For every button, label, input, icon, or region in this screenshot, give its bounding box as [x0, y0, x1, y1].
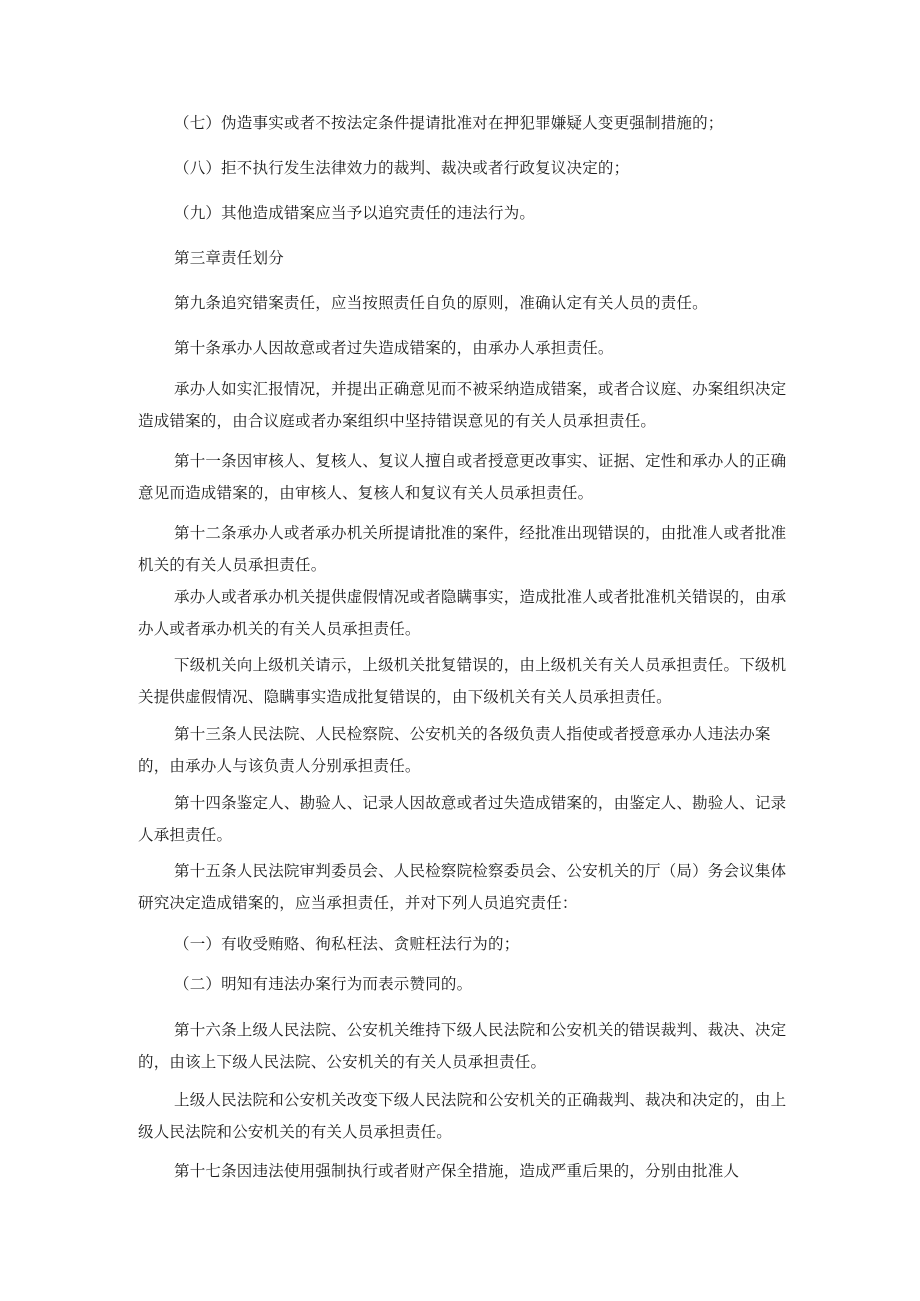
- article-twelve-para-3: 下级机关向上级机关请示，上级机关批复错误的，由上级机关有关人员承担责任。下级机关提供虚假情况、隐瞒事实造成批复错误的，由下级机关有关人员承担责任。: [138, 656, 787, 706]
- article-twelve-para-2: 承办人或者承办机关提供虚假情况或者隐瞒事实，造成批准人或者批准机关错误的，由承办人或者承办机关的有关人员承担责任。: [138, 588, 787, 638]
- article-thirteen: 第十三条人民法院、人民检察院、公安机关的各级负责人指使或者授意承办人违法办案的，由承办人与该负责人分别承担责任。: [138, 725, 771, 775]
- article-fifteen-item-2: （二）明知有违法办案行为而表示赞同的。: [174, 975, 473, 993]
- article-fifteen: 第十五条人民法院审判委员会、人民检察院检察委员会、公安机关的厅（局）务会议集体研究决定造成错案的，应当承担责任，并对下列人员追究责任：: [138, 862, 787, 912]
- article-fourteen: 第十四条鉴定人、勘验人、记录人因故意或者过失造成错案的，由鉴定人、勘验人、记录人承担责任。: [138, 794, 787, 844]
- article-sixteen: 第十六条上级人民法院、公安机关维持下级人民法院和公安机关的错误裁判、裁决、决定的，由该上下级人民法院、公安机关的有关人员承担责任。: [138, 1021, 787, 1071]
- item-seven: （七）伪造事实或者不按法定条件提请批准对在押犯罪嫌疑人变更强制措施的；: [174, 114, 724, 132]
- chapter-heading: 第三章责任划分: [174, 249, 284, 267]
- item-nine: （九）其他造成错案应当予以追究责任的违法行为。: [174, 204, 536, 222]
- item-eight: （八）拒不执行发生法律效力的裁判、裁决或者行政复议决定的；: [174, 159, 630, 177]
- article-twelve: 第十二条承办人或者承办机关所提请批准的案件，经批准出现错误的，由批准人或者批准机关的有关人员承担责任。: [138, 524, 787, 574]
- article-ten: 第十条承办人因故意或者过失造成错案的，由承办人承担责任。: [174, 339, 614, 357]
- article-ten-para-2: 承办人如实汇报情况，并提出正确意见而不被采纳造成错案，或者合议庭、办案组织决定造成错案的，由合议庭或者办案组织中坚持错误意见的有关人员承担责任。: [138, 380, 787, 430]
- article-nine: 第九条追究错案责任，应当按照责任自负的原则，准确认定有关人员的责任。: [174, 294, 708, 312]
- article-fifteen-item-1: （一）有收受贿赂、徇私枉法、贪赃枉法行为的；: [174, 935, 520, 953]
- article-eleven: 第十一条因审核人、复核人、复议人擅自或者授意更改事实、证据、定性和承办人的正确意见而造成错案的，由审核人、复核人和复议有关人员承担责任。: [138, 452, 787, 502]
- article-seventeen: 第十七条因违法使用强制执行或者财产保全措施，造成严重后果的，分别由批准人: [174, 1162, 740, 1180]
- article-sixteen-para-2: 上级人民法院和公安机关改变下级人民法院和公安机关的正确裁判、裁决和决定的，由上级人民法院和公安机关的有关人员承担责任。: [138, 1091, 787, 1141]
